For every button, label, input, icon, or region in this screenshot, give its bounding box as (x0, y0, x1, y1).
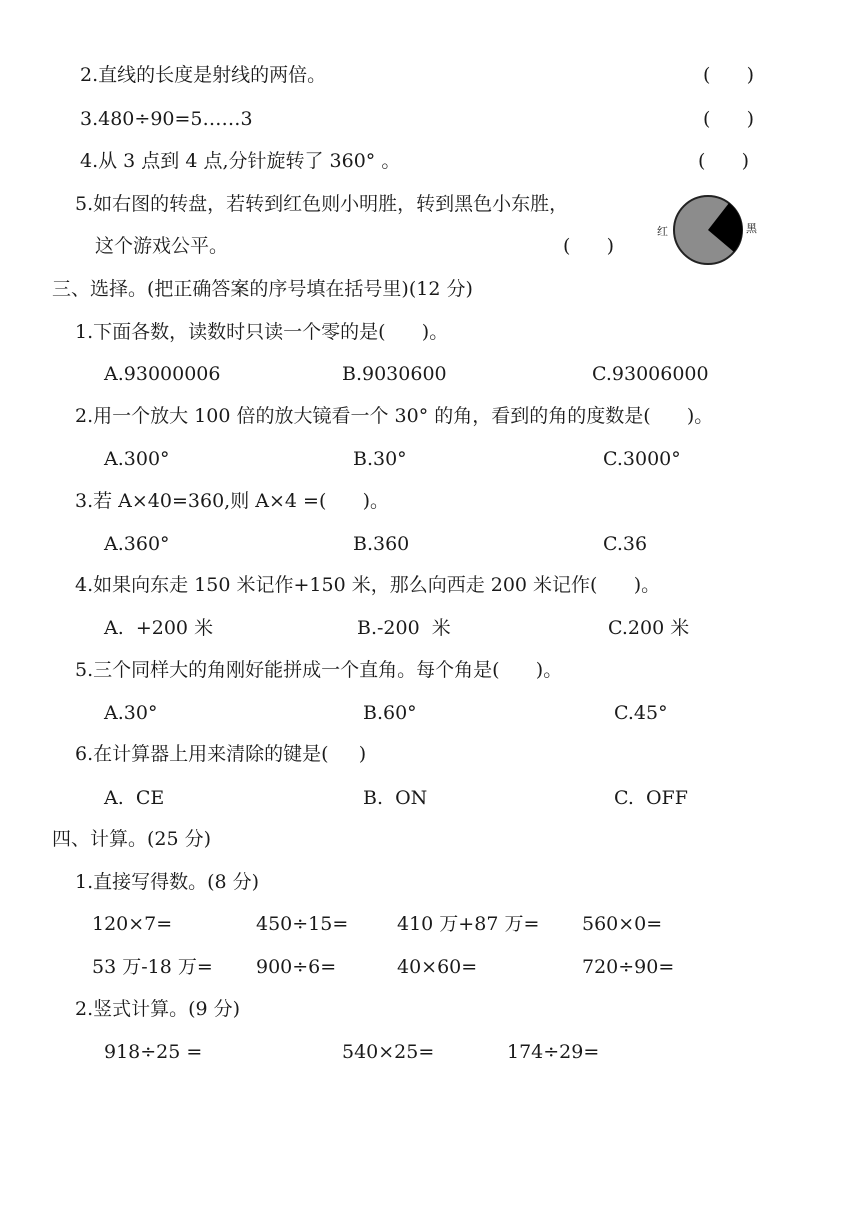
choice-q6-option-a: A. CE (104, 787, 165, 809)
answer-paren-4[interactable]: ( ) (698, 150, 750, 172)
choice-q5-option-b: B.60° (363, 702, 417, 724)
calc-row1-item2: 450÷15= (256, 913, 349, 935)
answer-paren-5[interactable]: ( ) (563, 235, 615, 257)
choice-q6: 6.在计算器上用来清除的键是( ) (75, 743, 367, 765)
choice-q3: 3.若 A×40=360,则 A×4 =( )。 (75, 490, 390, 512)
choice-q6-option-c: C. OFF (614, 787, 688, 809)
calc-row1-item1: 120×7= (92, 913, 173, 935)
choice-q2-option-c: C.3000° (603, 448, 681, 470)
judge-item-4: 4.从 3 点到 4 点,分针旋转了 360° 。 (80, 150, 401, 172)
choice-q3-option-c: C.36 (603, 533, 648, 555)
calc-row2-item3: 40×60= (397, 956, 478, 978)
choice-q5-option-c: C.45° (614, 702, 668, 724)
choice-q3-option-b: B.360 (353, 533, 410, 555)
calc-row3-item3: 174÷29= (507, 1041, 600, 1063)
choice-q2: 2.用一个放大 100 倍的放大镜看一个 30° 的角，看到的角的度数是( )。 (75, 405, 714, 427)
choice-q4-option-c: C.200 米 (608, 617, 690, 639)
choice-q6-option-b: B. ON (363, 787, 428, 809)
calc-sub2-heading: 2.竖式计算。(9 分) (75, 998, 241, 1020)
spinner-red-label: 红 (657, 225, 668, 238)
choice-q3-option-a: A.360° (104, 533, 170, 555)
spinner-figure (672, 194, 744, 266)
choice-q1-option-b: B.9030600 (342, 363, 447, 385)
choice-q1: 1.下面各数，读数时只读一个零的是( )。 (75, 321, 449, 343)
judge-item-3: 3.480÷90=5……3 (80, 108, 253, 130)
judge-item-5-cont: 这个游戏公平。 (95, 235, 229, 257)
answer-paren-3[interactable]: ( ) (703, 108, 755, 130)
choice-q4-option-a: A. +200 米 (104, 617, 214, 639)
calc-row2-item4: 720÷90= (582, 956, 675, 978)
choice-q5: 5.三个同样大的角刚好能拼成一个直角。每个角是( )。 (75, 659, 563, 681)
calc-row2-item2: 900÷6= (256, 956, 337, 978)
judge-item-2: 2.直线的长度是射线的两倍。 (80, 64, 327, 86)
section-calc-heading: 四、计算。(25 分) (52, 828, 212, 850)
answer-paren-2[interactable]: ( ) (703, 64, 755, 86)
calc-row3-item1: 918÷25 = (104, 1041, 203, 1063)
calc-row1-item3: 410 万+87 万= (397, 913, 540, 935)
judge-item-5: 5.如右图的转盘，若转到红色则小明胜，转到黑色小东胜， (75, 193, 569, 215)
choice-q4-option-b: B.-200 米 (357, 617, 451, 639)
calc-sub1-heading: 1.直接写得数。(8 分) (75, 871, 260, 893)
choice-q2-option-a: A.300° (104, 448, 170, 470)
spinner-black-label: 黑 (746, 222, 757, 235)
choice-q2-option-b: B.30° (353, 448, 407, 470)
calc-row1-item4: 560×0= (582, 913, 663, 935)
choice-q1-option-a: A.93000006 (104, 363, 221, 385)
calc-row3-item2: 540×25= (342, 1041, 435, 1063)
calc-row2-item1: 53 万-18 万= (92, 956, 213, 978)
choice-q1-option-c: C.93006000 (592, 363, 709, 385)
choice-q4: 4.如果向东走 150 米记作+150 米，那么向西走 200 米记作( )。 (75, 574, 661, 596)
choice-q5-option-a: A.30° (104, 702, 158, 724)
section-choice-heading: 三、选择。(把正确答案的序号填在括号里)(12 分) (52, 278, 473, 300)
